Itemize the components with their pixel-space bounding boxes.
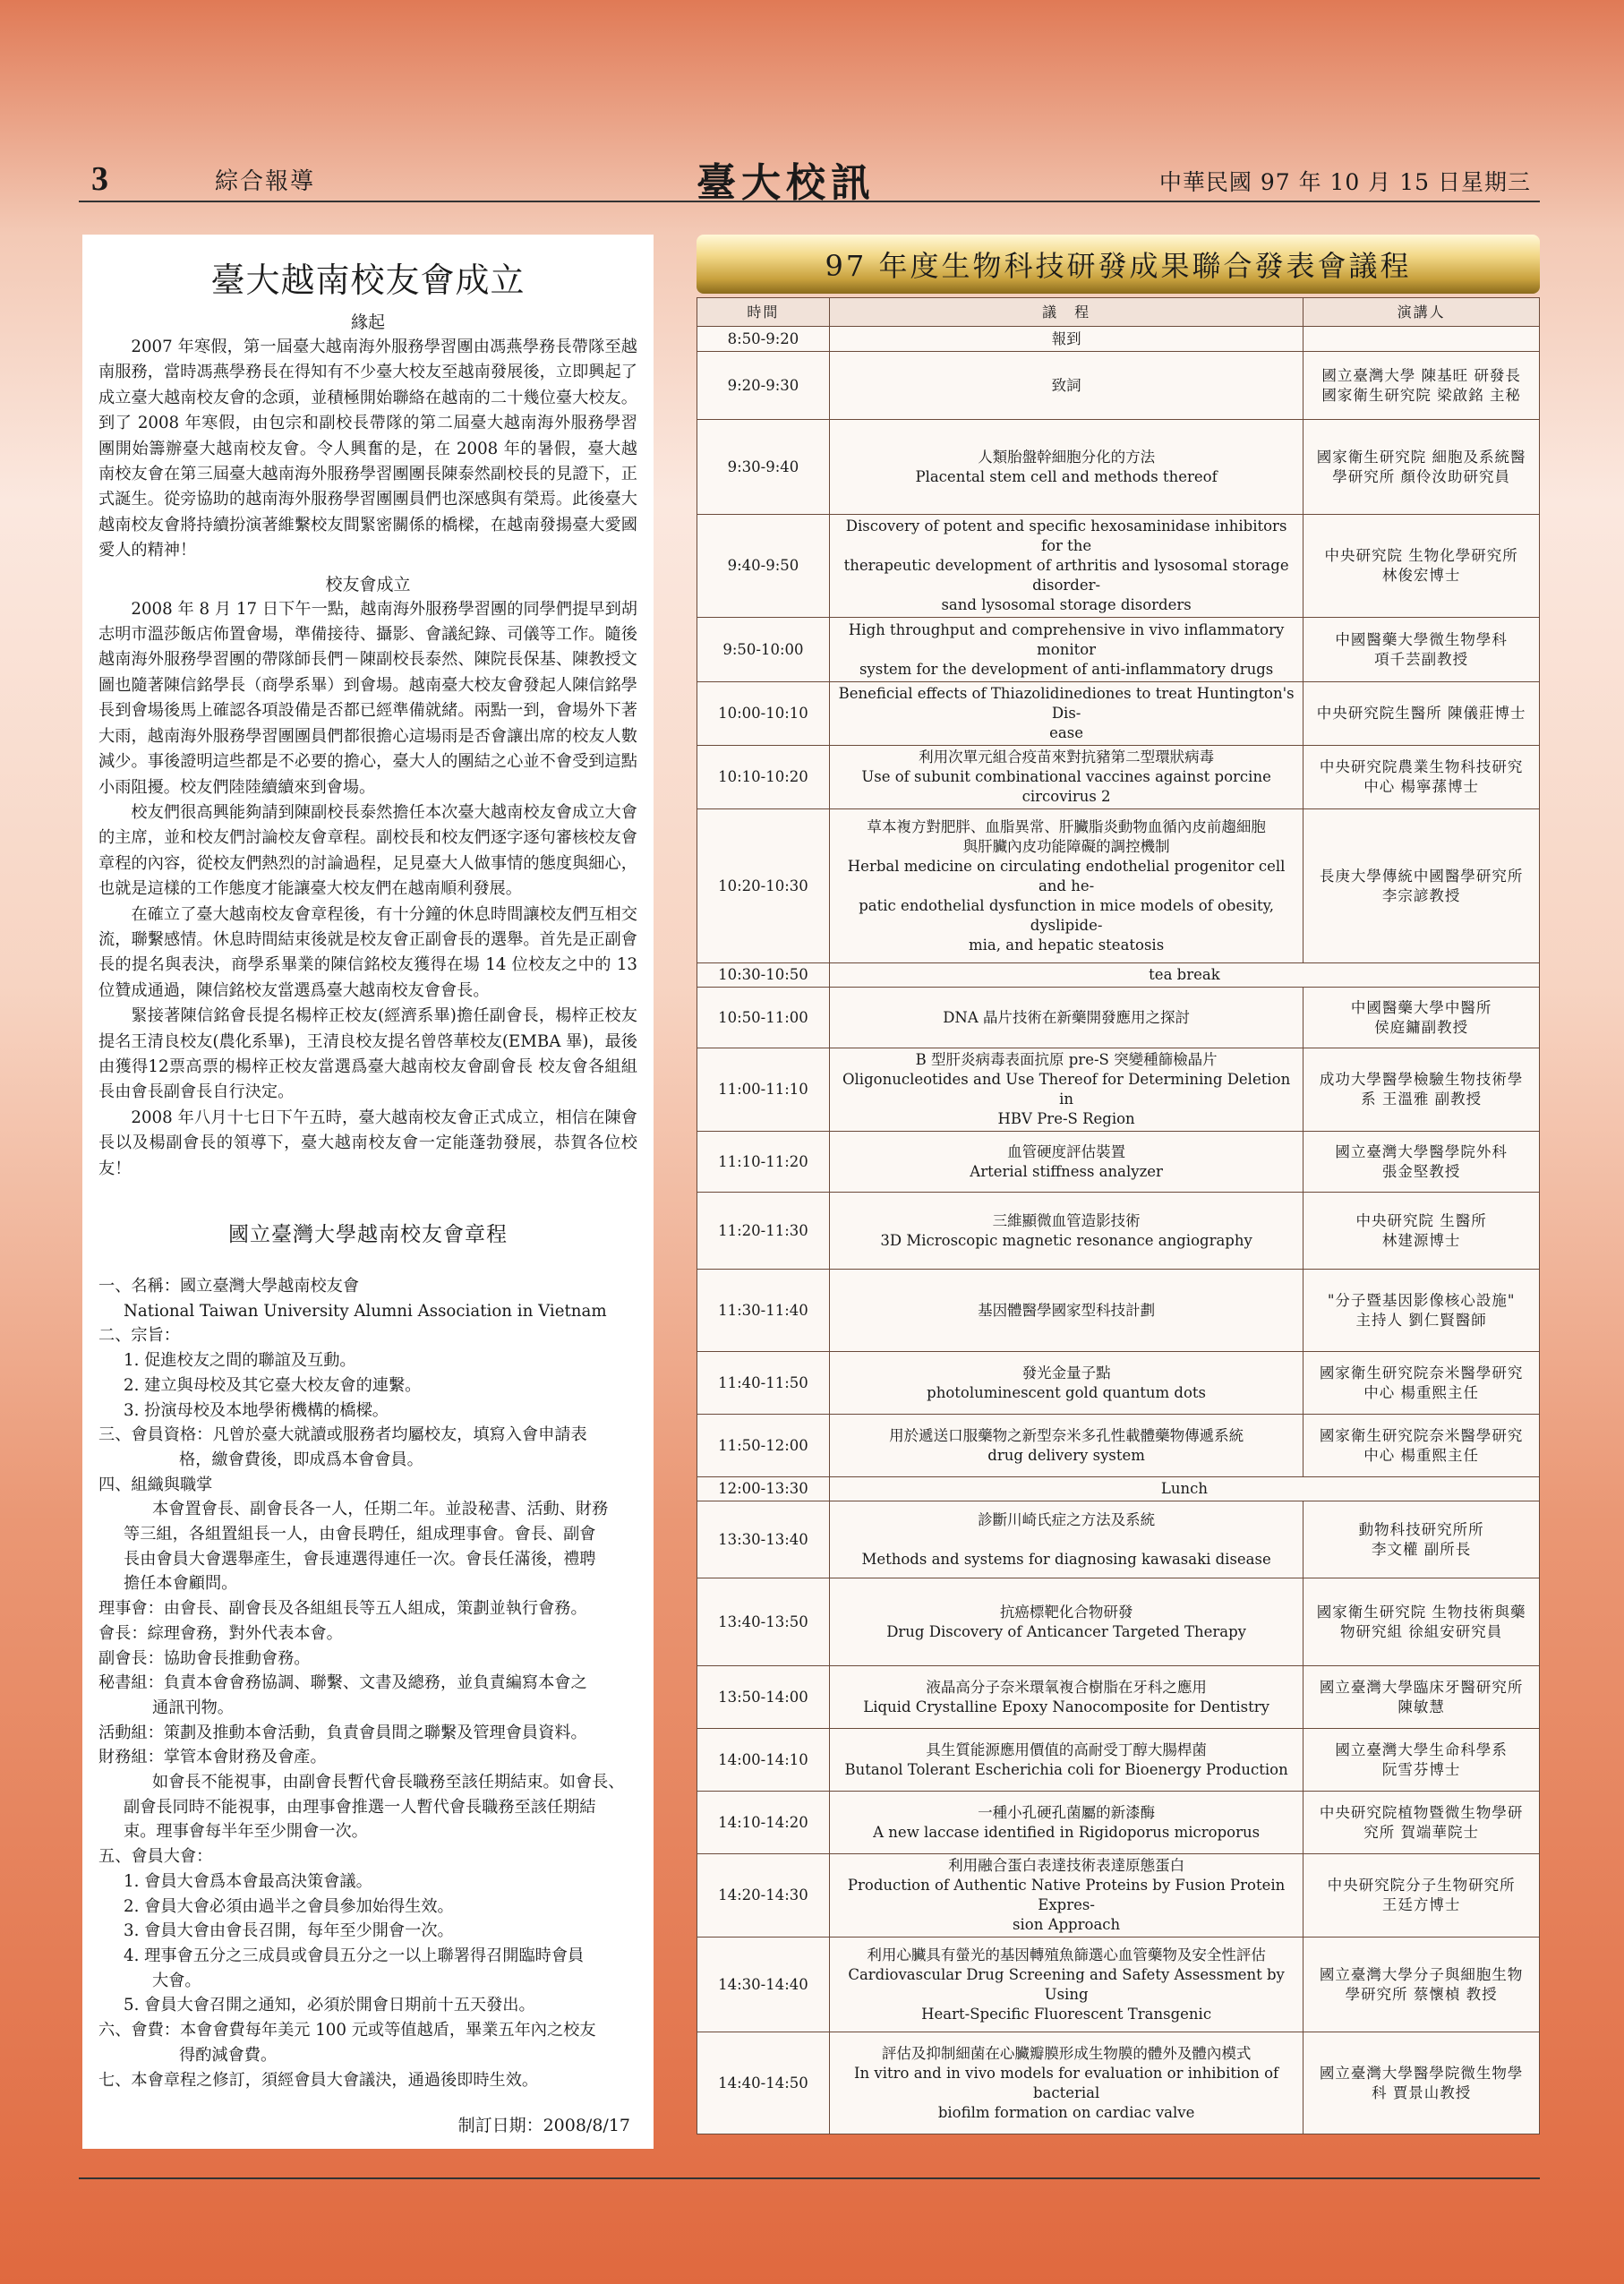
- charter-line: 財務組：掌管本會財務及會產。: [98, 1748, 327, 1767]
- topic-line: photoluminescent gold quantum dots: [927, 1383, 1207, 1401]
- topic-line: A new laccase identified in Rigidoporus microporus: [873, 1823, 1261, 1841]
- agenda-time: 9:50-10:00: [697, 618, 830, 682]
- topic-line: 血管硬度評估裝置: [1007, 1142, 1126, 1160]
- paragraph: 在確立了臺大越南校友會章程後，有十分鐘的休息時間讓校友們互相交流，聯繫感情。休息時間結束後就是校友會正副會長的選舉。首先是正副會長的提名與表決，商學系畢業的陳信銘校友獲得在場 14 位校友之中的 13 位贊成通過，陳信銘校友當選爲臺大越南校友會會長。: [98, 904, 637, 1000]
- agenda-header-row: [697, 298, 1540, 327]
- topic-line: [834, 1530, 1298, 1550]
- agenda-time: 13:30-13:40: [697, 1501, 830, 1578]
- agenda-speaker: [1303, 1352, 1540, 1415]
- charter-line: 通訊刊物。: [152, 1698, 234, 1717]
- agenda-row: [697, 963, 1540, 988]
- agenda-time: 14:30-14:40: [697, 1938, 830, 2032]
- speaker-line: 科 賈景山教授: [1372, 2083, 1472, 2101]
- speaker-line: 侯庭鏞副教授: [1374, 1018, 1469, 1036]
- charter-line: 4. 理事會五分之三成員或會員五分之一以上聯署得召開臨時會員: [124, 1946, 585, 1965]
- speaker-line: 國立臺灣大學生命科學系: [1335, 1741, 1508, 1758]
- topic-line: 診斷川崎氏症之方法及系統: [978, 1510, 1156, 1528]
- charter-line: 1. 促進校友之間的聯誼及互動。: [124, 1351, 356, 1371]
- agenda-topic: [829, 352, 1303, 420]
- agenda-topic: [829, 2032, 1303, 2134]
- topic-line: High throughput and comprehensive in vivo inflammatory monitor: [848, 620, 1285, 658]
- topic-line: system for the development of anti-inflammatory drugs: [859, 660, 1274, 678]
- agenda-speaker: [1303, 1854, 1540, 1938]
- speaker-line: 中央研究院農業生物科技研究: [1319, 758, 1524, 775]
- charter-date: 制訂日期：2008/8/17: [457, 2116, 630, 2135]
- agenda-row: [697, 1578, 1540, 1666]
- header-topic: 議 程: [829, 298, 1303, 327]
- article-body: [98, 309, 637, 1182]
- topic-line: biofilm formation on cardiac valve: [937, 2103, 1195, 2121]
- speaker-line: 國家衛生研究院 梁啟銘 主秘: [1321, 386, 1521, 404]
- speaker-line: 動物科技研究所所: [1358, 1520, 1484, 1538]
- agenda-topic: [829, 420, 1303, 515]
- agenda-time: 12:00-13:30: [697, 1477, 830, 1501]
- agenda-row: [697, 1193, 1540, 1270]
- agenda-time: 13:50-14:00: [697, 1666, 830, 1729]
- topic-line: Liquid Crystalline Epoxy Nanocomposite for Dentistry: [863, 1698, 1269, 1715]
- section-heading: 緣起: [350, 312, 385, 332]
- topic-line: ease: [1049, 724, 1084, 741]
- paragraph: 2008 年 8 月 17 日下午一點，越南海外服務學習團的同學們提早到胡志明市溫莎飯店佈置會場，準備接待、攝影、會議紀錄、司儀等工作。隨後越南海外服務學習團的帶隊師長們－陳副校長泰然、陳院長保基、陳教授文圖也隨著陳信銘學長（商學系畢）到會場。越南臺大校友會發起人陳信銘學長到會場後馬上確認各項設備是否都已經準備就緒。兩點一到，會場外下著大雨，越南海外服務學習團團員們都很擔心這場雨是否會讓出席的校友人數減少。事後證明這些都是不必要的擔心，臺大人的團結之心並不會受到這點小雨阻擾。校友們陸陸續續來到會場。: [98, 599, 637, 797]
- agenda-time: 14:10-14:20: [697, 1792, 830, 1854]
- charter-line: 本會置會長、副會長各一人，任期二年。並設秘書、活動、財務: [152, 1500, 609, 1519]
- topic-line: 致詞: [1051, 376, 1081, 394]
- topic-line: Use of subunit combinational vaccines against porcine circovirus 2: [861, 768, 1271, 805]
- paragraph: 校友們很高興能夠請到陳副校長泰然擔任本次臺大越南校友會成立大會的主席，並和校友們討論校友會章程。副校長和校友們逐字逐句審核校友會章程的內容，從校友們熱烈的討論過程，足見臺大人做事情的態度與細心，也就是這樣的工作態度才能讓臺大校友們在越南順利發展。: [98, 802, 637, 899]
- topic-line: HBV Pre-S Region: [997, 1110, 1135, 1127]
- agenda-banner: [697, 235, 1540, 294]
- charter-line: 2. 建立與母校及其它臺大校友會的連繫。: [124, 1375, 422, 1395]
- agenda-row: [697, 1792, 1540, 1854]
- speaker-line: 物研究組 徐組安研究員: [1340, 1622, 1503, 1640]
- agenda-time: 8:50-9:20: [697, 327, 830, 352]
- agenda-topic: [829, 1193, 1303, 1270]
- agenda-row: [697, 809, 1540, 963]
- agenda-speaker: [1303, 1132, 1540, 1193]
- topic-line: Oligonucleotides and Use Thereof for Determining Deletion in: [842, 1071, 1291, 1108]
- speaker-line: 究所 賀端華院士: [1363, 1823, 1480, 1841]
- topic-line: Placental stem cell and methods thereof: [915, 467, 1218, 485]
- agenda-row: [697, 618, 1540, 682]
- speaker-line: 長庚大學傳統中國醫學研究所: [1319, 867, 1524, 885]
- agenda-time: 9:40-9:50: [697, 515, 830, 618]
- speaker-line: 王廷方博士: [1381, 1896, 1461, 1913]
- section-name: 綜合報導: [215, 168, 316, 195]
- topic-line: 基因體醫學國家型科技計劃: [978, 1301, 1156, 1319]
- charter-line: 得酌減會費。: [179, 2045, 278, 2065]
- agenda-time: 10:30-10:50: [697, 963, 830, 988]
- topic-line: DNA 晶片技術在新藥開發應用之探討: [943, 1008, 1191, 1026]
- speaker-line: 中央研究院分子生物研究所: [1327, 1877, 1516, 1894]
- agenda-time: 9:20-9:30: [697, 352, 830, 420]
- charter-line: 一、名稱：國立臺灣大學越南校友會: [98, 1277, 360, 1296]
- agenda-time: 10:20-10:30: [697, 809, 830, 963]
- charter-line: 3. 會員大會由會長召開，每年至少開會一次。: [124, 1921, 454, 1941]
- topic-line: Discovery of potent and specific hexosaminidase inhibitors for the: [845, 518, 1287, 554]
- topic-line: mia, and hepatic steatosis: [969, 936, 1165, 954]
- agenda-time: 13:40-13:50: [697, 1578, 830, 1666]
- charter-line: 副會長同時不能視事，由理事會推選一人暫代會長職務至該任期結: [124, 1797, 596, 1817]
- speaker-line: "分子暨基因影像核心設施": [1327, 1291, 1516, 1309]
- topic-line: therapeutic development of arthritis and lysosomal storage disorder-: [843, 557, 1289, 594]
- agenda-time: 9:30-9:40: [697, 420, 830, 515]
- agenda-time: 14:00-14:10: [697, 1729, 830, 1792]
- agenda-topic: [829, 1666, 1303, 1729]
- topic-line: 利用次單元組合疫苗來對抗豬第二型環狀病毒: [919, 749, 1215, 766]
- agenda-topic: [829, 327, 1303, 352]
- charter-title: 國立臺灣大學越南校友會章程: [228, 1223, 508, 1246]
- topic-line: Heart-Specific Fluorescent Transgenic: [921, 2005, 1212, 2023]
- agenda-speaker: [1303, 515, 1540, 618]
- agenda-row: [697, 327, 1540, 352]
- speaker-line: 國家衛生研究院 細胞及系統醫: [1316, 448, 1526, 466]
- footer-divider: [79, 2177, 1540, 2179]
- agenda-topic: [829, 618, 1303, 682]
- charter-line: 秘書組：負責本會會務協調、聯繫、文書及總務，並負責編寫本會之: [98, 1673, 587, 1693]
- agenda-speaker: [1303, 746, 1540, 809]
- agenda-row: [697, 1729, 1540, 1792]
- agenda-topic: [829, 1048, 1303, 1132]
- agenda-speaker: [1303, 2032, 1540, 2134]
- charter-line: 3. 扮演母校及本地學術機構的橋樑。: [124, 1400, 389, 1420]
- speaker-line: 國立臺灣大學 陳基旺 研發長: [1321, 366, 1521, 384]
- topic-line: 與肝臟內皮功能障礙的調控機制: [962, 837, 1170, 855]
- speaker-line: 國立臺灣大學醫學院微生物學: [1319, 2064, 1524, 2082]
- topic-line: 液晶高分子奈米環氧複合樹脂在牙科之應用: [926, 1678, 1207, 1696]
- topic-line: 用於遞送口服藥物之新型奈米多孔性載體藥物傳遞系統: [889, 1426, 1244, 1444]
- agenda-row: [697, 1270, 1540, 1352]
- speaker-line: 國立臺灣大學分子與細胞生物: [1319, 1965, 1524, 1983]
- speaker-line: 林俊宏博士: [1381, 567, 1461, 584]
- agenda-speaker: [1303, 988, 1540, 1048]
- agenda-speaker: [1303, 1666, 1540, 1729]
- agenda-row: [697, 1415, 1540, 1477]
- topic-line: 抗癌標靶化合物研發: [999, 1603, 1133, 1621]
- agenda-topic: [829, 1352, 1303, 1415]
- speaker-line: 中央研究院生醫所 陳儀莊博士: [1316, 705, 1526, 722]
- agenda-time: 14:40-14:50: [697, 2032, 830, 2134]
- agenda-topic: [829, 1415, 1303, 1477]
- topic-line: Production of Authentic Native Proteins by Fusion Protein Expres-: [847, 1877, 1286, 1913]
- agenda-time: 11:20-11:30: [697, 1193, 830, 1270]
- charter-line: 束。理事會每半年至少開會一次。: [124, 1822, 368, 1842]
- speaker-line: 項千芸副教授: [1374, 650, 1469, 668]
- charter-line: 如會長不能視事，由副會長暫代會長職務至該任期結束。如會長、: [152, 1773, 625, 1792]
- agenda-topic: [829, 809, 1303, 963]
- topic-line: 人類胎盤幹細胞分化的方法: [978, 448, 1156, 466]
- header-time: 時間: [697, 298, 830, 327]
- agenda-topic: [829, 746, 1303, 809]
- agenda-row: [697, 1477, 1540, 1501]
- agenda-topic: [829, 963, 1539, 988]
- speaker-line: 中央研究院 生物化學研究所: [1324, 547, 1518, 564]
- topic-line: 3D Microscopic magnetic resonance angiography: [880, 1231, 1252, 1249]
- agenda-row: [697, 1501, 1540, 1578]
- agenda-speaker: [1303, 682, 1540, 746]
- agenda-topic: [829, 1477, 1539, 1501]
- topic-line: Methods and systems for diagnosing kawasaki disease: [861, 1550, 1271, 1568]
- agenda-time: 10:10-10:20: [697, 746, 830, 809]
- topic-line: 一種小孔硬孔菌屬的新漆酶: [978, 1803, 1156, 1821]
- paragraph: 2007 年寒假，第一屆臺大越南海外服務學習團由馮燕學務長帶隊至越南服務，當時馮燕學務長在得知有不少臺大校友至越南發展後，立即興起了成立臺大越南校友會的念頭，並積極開始聯絡在越南的二十幾位臺大校友。到了 2008 年寒假，由包宗和副校長帶隊的第二屆臺大越南海外服務學習團開始籌辦臺大越南校友會。令人興奮的是，在 2008 年的暑假，臺大越南校友會在第三屆臺大越南海外服務學習團團長陳泰然副校長的見證下，正式誕生。從旁協助的越南海外服務學習團團員們也深感與有榮焉。此後臺大越南校友會將持續扮演著維繫校友間緊密關係的橋樑，在越南發揚臺大愛國愛人的精神！: [98, 338, 637, 560]
- agenda-topic: [829, 682, 1303, 746]
- agenda-time: 11:40-11:50: [697, 1352, 830, 1415]
- speaker-line: 中心 楊重熙主任: [1363, 1446, 1480, 1464]
- topic-line: 具生質能源應用價值的高耐受丁醇大腸桿菌: [926, 1741, 1207, 1758]
- topic-line: 發光金量子點: [1021, 1364, 1111, 1382]
- charter-line: 活動組：策劃及推動本會活動，負責會員間之聯繫及管理會員資料。: [98, 1723, 587, 1742]
- topic-line: 草本複方對肥胖、血脂異常、肝臟脂炎動物血循內皮前趨細胞: [867, 817, 1266, 835]
- speaker-line: 李文權 副所長: [1372, 1540, 1472, 1558]
- topic-line: tea break: [1149, 966, 1220, 983]
- agenda-row: [697, 682, 1540, 746]
- agenda-topic: [829, 1792, 1303, 1854]
- agenda-title: 97 年度生物科技研發成果聯合發表會議程: [825, 249, 1412, 283]
- agenda-time: 10:50-11:00: [697, 988, 830, 1048]
- topic-line: 利用心臟具有螢光的基因轉殖魚篩選心血管藥物及安全性評估: [867, 1946, 1266, 1963]
- charter-line: 格，繳會費後，即成爲本會會員。: [179, 1450, 423, 1469]
- speaker-line: 張金堅教授: [1381, 1162, 1461, 1180]
- charter-line: 六、會費：本會會費每年美元 100 元或等值越盾，畢業五年內之校友: [98, 2021, 596, 2040]
- charter-line: 二、宗旨：: [98, 1326, 180, 1346]
- charter-line: National Taiwan University Alumni Association in Vietnam: [124, 1301, 607, 1321]
- paragraph: 緊接著陳信銘會長提名楊梓正校友(經濟系畢)擔任副會長，楊梓正校友提名王清良校友(農化系畢)，王清良校友提名曾啓華校友(EMBA 畢)，最後由獲得12票高票的楊梓正校友當選爲臺大越南校友會副會長 校友會各組組長由會長副會長自行決定。: [98, 1006, 637, 1102]
- topic-line: 利用融合蛋白表達技術表達原態蛋白: [948, 1857, 1185, 1874]
- section-heading: 校友會成立: [325, 574, 411, 595]
- paragraph: 2008 年八月十七日下午五時，臺大越南校友會正式成立，相信在陳會長以及楊副會長的領導下，臺大越南校友會一定能蓬勃發展，恭賀各位校友！: [98, 1108, 637, 1178]
- charter-line: 理事會：由會長、副會長及各組組長等五人組成，策劃並執行會務。: [98, 1599, 587, 1619]
- topic-line: Lunch: [1160, 1480, 1208, 1497]
- agenda-speaker: [1303, 809, 1540, 963]
- charter-line: 副會長：協助會長推動會務。: [98, 1648, 311, 1668]
- charter-line: 等三組，各組置組長一人，由會長聘任，組成理事會。會長、副會: [124, 1525, 596, 1544]
- speaker-line: 林建源博士: [1381, 1231, 1461, 1249]
- speaker-line: 主持人 劉仁賢醫師: [1355, 1311, 1487, 1329]
- agenda-topic: [829, 1578, 1303, 1666]
- agenda-time: 10:00-10:10: [697, 682, 830, 746]
- speaker-line: 中心 楊寧蓀博士: [1363, 778, 1480, 795]
- agenda-time: 14:20-14:30: [697, 1854, 830, 1938]
- speaker-line: 學研究所 蔡懷楨 教授: [1345, 1985, 1498, 2003]
- speaker-line: 阮雪芬博士: [1381, 1760, 1461, 1778]
- issue-date: 中華民國 97 年 10 月 15 日星期三: [1158, 169, 1531, 195]
- speaker-line: 陳敏慧: [1397, 1698, 1445, 1715]
- agenda-row: [697, 1854, 1540, 1938]
- speaker-line: 中央研究院 生醫所: [1355, 1211, 1487, 1229]
- speaker-line: 學研究所 顏伶汝助研究員: [1332, 467, 1511, 485]
- agenda-speaker: [1303, 618, 1540, 682]
- agenda-speaker: [1303, 327, 1540, 352]
- agenda-speaker: [1303, 1193, 1540, 1270]
- topic-line: Cardiovascular Drug Screening and Safety Assessment by Using: [848, 1965, 1285, 2003]
- agenda-table: [697, 297, 1540, 2134]
- speaker-line: 國家衛生研究院 生物技術與藥: [1316, 1603, 1526, 1621]
- agenda-speaker: [1303, 1792, 1540, 1854]
- newspaper-title: 臺大校訊: [697, 160, 876, 206]
- speaker-line: 系 王溫雅 副教授: [1361, 1091, 1483, 1108]
- charter-line: 四、組織與職掌: [98, 1475, 213, 1494]
- topic-line: patic endothelial dysfunction in mice models of obesity, dyslipide-: [859, 896, 1274, 934]
- topic-line: Beneficial effects of Thiazolidinediones to treat Huntington's Dis-: [838, 685, 1295, 722]
- article-column: [82, 235, 654, 2149]
- topic-line: Drug Discovery of Anticancer Targeted Therapy: [886, 1622, 1246, 1640]
- speaker-line: 國立臺灣大學臨床牙醫研究所: [1319, 1678, 1524, 1696]
- speaker-line: 成功大學醫學檢驗生物技術學: [1319, 1071, 1524, 1088]
- agenda-topic: [829, 1854, 1303, 1938]
- article-title: 臺大越南校友會成立: [210, 261, 526, 300]
- agenda-topic: [829, 1729, 1303, 1792]
- topic-line: In vitro and in vivo models for evaluation or inhibition of bacterial: [854, 2064, 1279, 2101]
- agenda-time: 11:10-11:20: [697, 1132, 830, 1193]
- agenda-row: [697, 2032, 1540, 2134]
- masthead: [79, 150, 1540, 204]
- agenda-speaker: [1303, 1729, 1540, 1792]
- header-speaker: 演講人: [1303, 298, 1540, 327]
- topic-line: drug delivery system: [987, 1446, 1145, 1464]
- speaker-line: 中國醫藥大學中醫所: [1350, 998, 1492, 1016]
- agenda-time: 11:30-11:40: [697, 1270, 830, 1352]
- speaker-line: 中國醫藥大學微生物學科: [1335, 630, 1508, 648]
- agenda-speaker: [1303, 352, 1540, 420]
- topic-line: 三維顯微血管造影技術: [992, 1211, 1141, 1229]
- header-divider: [79, 201, 1540, 202]
- speaker-line: 中央研究院植物暨微生物學研: [1319, 1803, 1524, 1821]
- agenda-topic: [829, 1270, 1303, 1352]
- speaker-line: 國家衛生研究院奈米醫學研究: [1319, 1426, 1524, 1444]
- agenda-row: [697, 988, 1540, 1048]
- topic-line: Herbal medicine on circulating endothelial progenitor cell and he-: [847, 857, 1286, 894]
- speaker-line: 中心 楊重熙主任: [1363, 1383, 1480, 1401]
- agenda-speaker: [1303, 1415, 1540, 1477]
- agenda-speaker: [1303, 1578, 1540, 1666]
- agenda-row: [697, 1352, 1540, 1415]
- topic-line: sion Approach: [1013, 1916, 1121, 1933]
- agenda-row: [697, 420, 1540, 515]
- topic-line: 評估及抑制細菌在心臟瓣膜形成生物膜的體外及體內模式: [881, 2044, 1252, 2062]
- agenda-row: [697, 1132, 1540, 1193]
- charter-line: 2. 會員大會必須由過半之會員參加始得生效。: [124, 1896, 454, 1916]
- charter-line: 大會。: [152, 1971, 201, 1990]
- agenda-speaker: [1303, 1048, 1540, 1132]
- topic-line: Butanol Tolerant Escherichia coli for Bioenergy Production: [844, 1760, 1288, 1778]
- charter-line: 會長：綜理會務，對外代表本會。: [98, 1623, 343, 1643]
- charter-body: [98, 1274, 637, 2092]
- topic-line: 報到: [1051, 329, 1081, 347]
- agenda-time: 11:50-12:00: [697, 1415, 830, 1477]
- agenda-row: [697, 352, 1540, 420]
- speaker-line: 國家衛生研究院奈米醫學研究: [1319, 1364, 1524, 1382]
- agenda-row: [697, 1666, 1540, 1729]
- agenda-topic: [829, 988, 1303, 1048]
- agenda-topic: [829, 1501, 1303, 1578]
- agenda-speaker: [1303, 420, 1540, 515]
- agenda-topic: [829, 1938, 1303, 2032]
- agenda-row: [697, 515, 1540, 618]
- charter-line: 1. 會員大會爲本會最高決策會議。: [124, 1871, 372, 1891]
- charter-line: 七、本會章程之修訂，須經會員大會議決，通過後即時生效。: [98, 2070, 539, 2090]
- page-number: 3: [91, 160, 108, 198]
- speaker-line: 國立臺灣大學醫學院外科: [1335, 1142, 1508, 1160]
- topic-line: sand lysosomal storage disorders: [941, 596, 1192, 613]
- agenda-topic: [829, 1132, 1303, 1193]
- charter-line: 三、會員資格：凡曾於臺大就讀或服務者均屬校友，填寫入會申請表: [98, 1425, 587, 1445]
- topic-line: B 型肝炎病毒表面抗原 pre-S 突變種篩檢晶片: [915, 1051, 1218, 1068]
- agenda-row: [697, 1048, 1540, 1132]
- charter-line: 5. 會員大會召開之通知，必須於開會日期前十五天發出。: [124, 1996, 535, 2015]
- charter-line: 五、會員大會：: [98, 1847, 213, 1867]
- agenda-speaker: [1303, 1270, 1540, 1352]
- agenda-row: [697, 1938, 1540, 2032]
- agenda-time: 11:00-11:10: [697, 1048, 830, 1132]
- agenda-speaker: [1303, 1938, 1540, 2032]
- agenda-row: [697, 746, 1540, 809]
- topic-line: Arterial stiffness analyzer: [970, 1162, 1163, 1180]
- agenda-speaker: [1303, 1501, 1540, 1578]
- agenda-topic: [829, 515, 1303, 618]
- charter-line: 擔任本會顧問。: [124, 1574, 238, 1594]
- charter-line: 長由會員大會選舉產生，會長連選得連任一次。會長任滿後，禮聘: [124, 1549, 596, 1569]
- speaker-line: 李宗諺教授: [1381, 886, 1461, 904]
